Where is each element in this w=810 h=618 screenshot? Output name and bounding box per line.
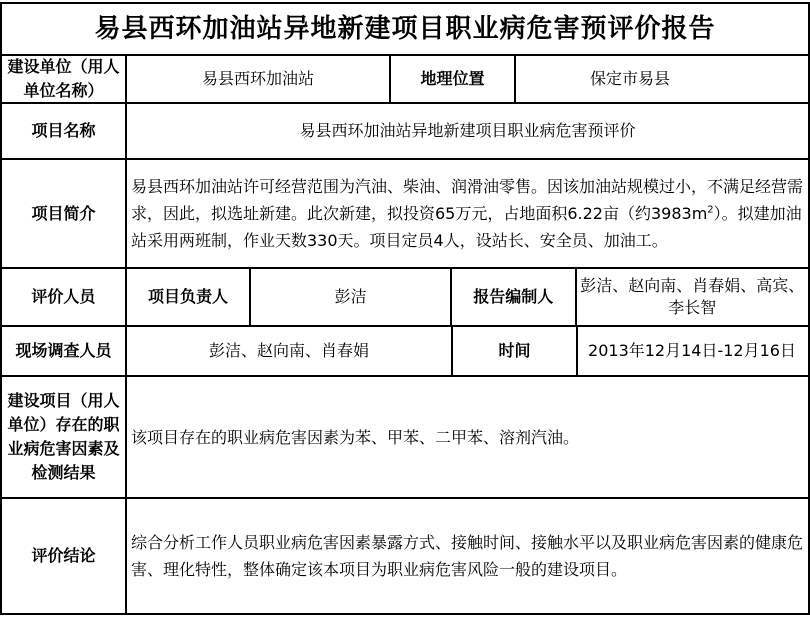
project-leader-value: 彭洁 bbox=[251, 269, 451, 325]
location-value: 保定市易县 bbox=[589, 69, 670, 88]
row-hazard-factors bbox=[2, 377, 808, 499]
hazard-factors-label: 建设项目（用人单位）存在的职业病危害因素及检测结果 bbox=[2, 377, 127, 497]
conclusion-cell bbox=[127, 499, 808, 613]
evaluators-label: 评价人员 bbox=[2, 269, 127, 325]
project-intro-text-part2: ）。拟建加油站采用两班制，作业天数330天。项目定员4人，设站长、安全员、加油工。 bbox=[131, 204, 802, 250]
project-intro-label: 项目简介 bbox=[2, 160, 127, 267]
row-conclusion bbox=[2, 499, 808, 613]
field-survey-value: 彭洁、赵向南、肖春娟 bbox=[127, 327, 453, 375]
construction-unit-value: 易县西环加油站 bbox=[127, 56, 391, 102]
project-name-value: 易县西环加油站异地新建项目职业病危害预评价 bbox=[299, 121, 636, 140]
project-intro-text bbox=[127, 173, 808, 254]
row-project-intro bbox=[2, 160, 808, 269]
square-meter-superscript: 2 bbox=[707, 204, 714, 216]
time-value: 2013年12月14日-12月16日 bbox=[588, 341, 796, 360]
title-row bbox=[2, 4, 808, 56]
field-survey-label: 现场调查人员 bbox=[2, 327, 127, 375]
project-name-label: 项目名称 bbox=[2, 104, 127, 158]
project-intro-cell bbox=[127, 160, 808, 267]
report-writers-label: 报告编制人 bbox=[452, 269, 577, 325]
project-leader-label: 项目负责人 bbox=[127, 269, 252, 325]
project-intro-text-part1: 易县西环加油站许可经营范围为汽油、柴油、润滑油零售。因该加油站规模过小，不满足经营需求，因此，拟选址新建。此次新建，拟投资65万元，占地面积6.22亩（约3983m bbox=[131, 177, 804, 223]
row-field-survey bbox=[2, 327, 808, 377]
location-label: 地理位置 bbox=[391, 56, 516, 102]
page-title: 易县西环加油站异地新建项目职业病危害预评价报告 bbox=[94, 14, 716, 44]
construction-unit-label: 建设单位（用人单位名称） bbox=[2, 56, 127, 102]
row-project-name bbox=[2, 104, 808, 160]
report-writers-value: 彭洁、赵向南、肖春娟、高宾、李长智 bbox=[580, 276, 805, 317]
conclusion-text: 综合分析工作人员职业病危害因素暴露方式、接触时间、接触水平以及职业病危害因素的健康危害、理化特性，整体确定该本项目为职业病危害风险一般的建设项目。 bbox=[131, 533, 804, 579]
row-construction-unit bbox=[2, 56, 808, 104]
row-evaluators bbox=[2, 269, 808, 327]
time-label: 时间 bbox=[453, 327, 578, 375]
conclusion-label: 评价结论 bbox=[2, 499, 127, 613]
hazard-factors-cell bbox=[127, 377, 808, 497]
report-table bbox=[0, 2, 810, 615]
hazard-factors-text: 该项目存在的职业病危害因素为苯、甲苯、二甲苯、溶剂汽油。 bbox=[131, 427, 580, 447]
